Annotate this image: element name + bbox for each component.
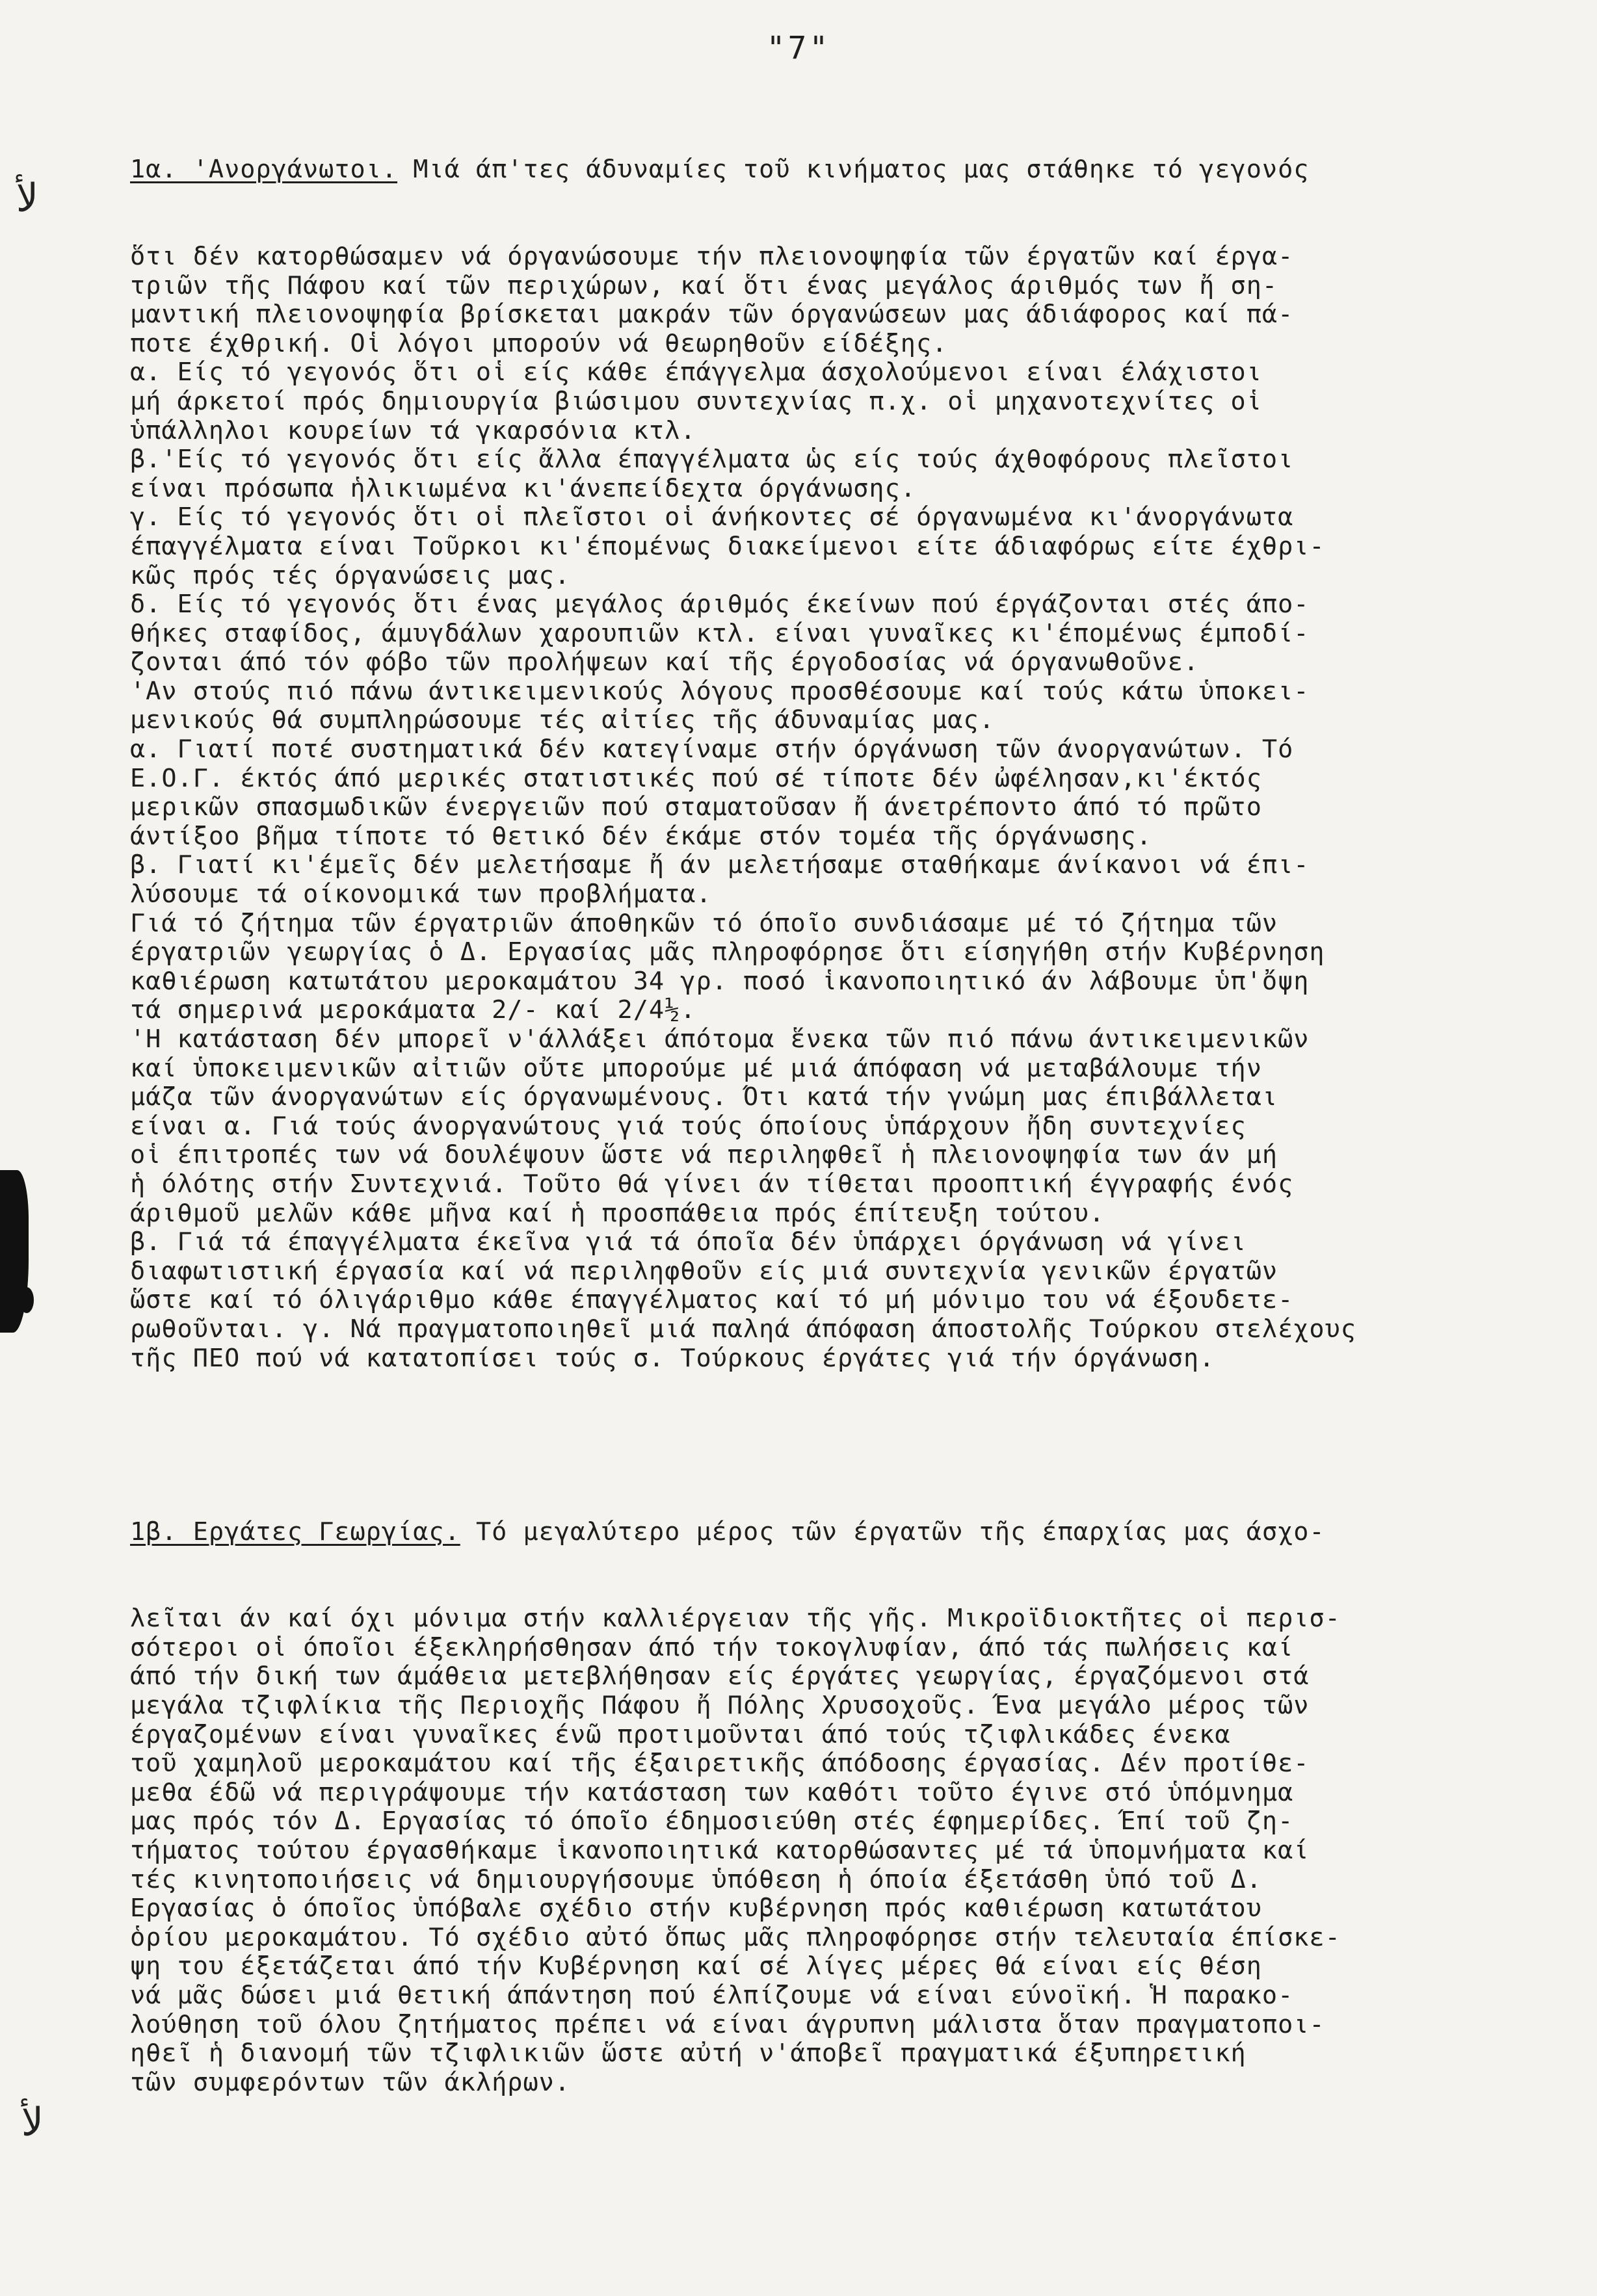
- text-line: ὁρίου μεροκαμάτου. Τό σχέδιο αὐτό ὅπως μᾶς πληροφόρησε στήν τελευταία έπίσκε-: [130, 1922, 1341, 1952]
- text-line: γ. Είς τό γεγονός ὅτι οἱ πλεῖστοι οἱ άνήκοντες σέ όργανωμένα κι'άνοργάνωτα: [130, 502, 1294, 532]
- text-line: δ. Είς τό γεγονός ὅτι ένας μεγάλος άριθμός έκείνων πού έργάζονται στές άπο-: [130, 590, 1310, 620]
- section-heading: 1β. Εργάτες Γεωργίας.: [130, 1517, 460, 1546]
- text-line: Γιά τό ζήτημα τῶν έργατριῶν άποθηκῶν τό όποῖο συνδιάσαμε μέ τό ζήτημα τῶν: [130, 908, 1278, 938]
- text-line: μερικῶν σπασμωδικῶν ένεργειῶν πού σταματοῦσαν ἤ άνετρέποντο άπό τό πρῶτο: [130, 792, 1262, 822]
- text-line: β. Γιατί κι'έμεῖς δέν μελετήσαμε ἤ άν μελετήσαμε σταθήκαμε άνίκανοι νά έπι-: [130, 850, 1310, 880]
- margin-mark: ﻷ: [20, 2100, 44, 2145]
- body-text: [130, 98, 1580, 2156]
- text-line: ηθεῖ ἡ διανομή τῶν τζιφλικιῶν ὥστε αὐτή ν'άποβεῖ πραγματικά έξυπηρετική: [130, 2039, 1247, 2068]
- text-line: τοῦ χαμηλοῦ μεροκαμάτου καί τῆς έξαιρετικῆς άπόδοσης έργασίας. Δέν προτίθε-: [130, 1749, 1310, 1779]
- text-line: θήκες σταφίδος, άμυγδάλων χαρουπιῶν κτλ. είναι γυναῖκες κι'έπομένως έμποδί-: [130, 618, 1310, 648]
- text-line: τά σημερινά μεροκάματα 2/- καί 2/4½.: [130, 995, 696, 1025]
- text-line: άπό τήν δική των άμάθεια μετεβλήθησαν είς έργάτες γεωργίας, έργαζόμενοι στά: [130, 1662, 1310, 1691]
- text-line: μας πρός τόν Δ. Εργασίας τό όποῖο έδημοσιεύθη στές έφημερίδες. Έπί τοῦ ζη-: [130, 1807, 1294, 1836]
- text-line: 'Αν στούς πιό πάνω άντικειμενικούς λόγους προσθέσουμε καί τούς κάτω ὑποκει-: [130, 676, 1310, 706]
- text-line: ὅτι δέν κατορθώσαμεν νά όργανώσουμε τήν πλειονοψηφία τῶν έργατῶν καί έργα-: [130, 241, 1294, 271]
- section-2-lines: [130, 1604, 1580, 2097]
- text-line: έπαγγέλματα είναι Τοῦρκοι κι'έπομένως διακείμενοι είτε άδιαφόρως είτε έχθρι-: [130, 531, 1325, 561]
- text-line: άντίξοο βῆμα τίποτε τό θετικό δέν έκάμε στόν τομέα τῆς όργάνωσης.: [130, 821, 1152, 851]
- text-line: α. Γιατί ποτέ συστηματικά δέν κατεγίναμε στήν όργάνωση τῶν άνοργανώτων. Τό: [130, 735, 1294, 764]
- text-line: άριθμοῦ μελῶν κάθε μῆνα καί ἡ προσπάθεια πρός έπίτευξη τούτου.: [130, 1198, 1105, 1228]
- text-line: μάζα τῶν άνοργανώτων είς όργανωμένους. Ότι κατά τήν γνώμη μας έπιβάλλεται: [130, 1082, 1278, 1112]
- text-line: νά μᾶς δώσει μιά θετική άπάντηση πού έλπίζουμε νά είναι εύνοϊκή. Ἡ παρακο-: [130, 1981, 1294, 2010]
- text-line: τήματος τούτου έργασθήκαμε ἱκανοποιητικά κατορθώσαντες μέ τά ὑπομνήματα καί: [130, 1836, 1310, 1866]
- text-line: είναι πρόσωπα ἡλικιωμένα κι'άνεπείδεχτα όργάνωσης.: [130, 473, 916, 503]
- text-line: ἡ όλότης στήν Συντεχνιά. Τοῦτο θά γίνει άν τίθεται προοπτική έγγραφής ένός: [130, 1169, 1294, 1199]
- text-line: λούθηση τοῦ όλου ζητήματος πρέπει νά είναι άγρυπνη μάλιστα ὅταν πραγματοποι-: [130, 2009, 1325, 2039]
- text-line: καθιέρωση κατωτάτου μεροκαμάτου 34 γρ. ποσό ἱκανοποιητικό άν λάβουμε ὑπ'ὄψη: [130, 966, 1310, 996]
- text-line: διαφωτιστική έργασία καί νά περιληφθοῦν είς μιά συντεχνία γενικῶν έργατῶν: [130, 1256, 1278, 1286]
- text-line: έργατριῶν γεωργίας ὁ Δ. Εργασίας μᾶς πληροφόρησε ὅτι είσηγήθη στήν Κυβέρνηση: [130, 937, 1325, 967]
- text-line: Μιά άπ'τες άδυναμίες τοῦ κινήματος μας στάθηκε τό γεγονός: [397, 155, 1310, 185]
- section-1-lines: [130, 242, 1580, 1373]
- text-line: Τό μεγαλύτερο μέρος τῶν έργατῶν τῆς έπαρχίας μας άσχο-: [460, 1517, 1325, 1546]
- text-line: κῶς πρός τές όργανώσεις μας.: [130, 560, 571, 590]
- text-line: 'Η κατάσταση δέν μπορεῖ ν'άλλάξει άπότομα ἕνεκα τῶν πιό πάνω άντικειμενικῶν: [130, 1024, 1310, 1054]
- text-line: ὥστε καί τό όλιγάριθμο κάθε έπαγγέλματος καί τό μή μόνιμο του νά έξουδετε-: [130, 1285, 1294, 1315]
- text-line: μεγάλα τζιφλίκια τῆς Περιοχῆς Πάφου ἤ Πόλης Χρυσοχοῦς. Ένα μεγάλο μέρος τῶν: [130, 1691, 1310, 1721]
- section-heading-line: [130, 1518, 1580, 1547]
- text-line: μεθα έδῶ νά περιγράψουμε τήν κατάσταση των καθότι τοῦτο έγινε στό ὑπόμνημα: [130, 1777, 1294, 1807]
- page-number: "7": [766, 30, 831, 66]
- text-line: τῆς ΠΕΟ πού νά κατατοπίσει τούς σ. Τούρκους έργάτες γιά τήν όργάνωση.: [130, 1343, 1215, 1373]
- text-line: ψη του έξετάζεται άπό τήν Κυβέρνηση καί σέ λίγες μέρες θά είναι είς θέση: [130, 1951, 1262, 1981]
- margin-mark: ﻷ: [14, 176, 38, 221]
- text-line: Εργασίας ὁ όποῖος ὑπόβαλε σχέδιο στήν κυβέρνηση πρός καθιέρωση κατωτάτου: [130, 1894, 1262, 1924]
- text-line: ὑπάλληλοι κουρείων τά γκαρσόνια κτλ.: [130, 415, 696, 445]
- text-line: οἱ έπιτροπές των νά δουλέψουν ὥστε νά περιληφθεῖ ἡ πλειονοψηφία των άν μή: [130, 1140, 1278, 1170]
- text-line: τριῶν τῆς Πάφου καί τῶν περιχώρων, καί ὅτι ένας μεγάλος άριθμός των ἤ ση-: [130, 270, 1278, 300]
- text-line: α. Είς τό γεγονός ὅτι οἱ είς κάθε έπάγγελμα άσχολούμενοι είναι έλάχιστοι: [130, 358, 1262, 387]
- section-heading-line: [130, 155, 1580, 185]
- text-line: είναι α. Γιά τούς άνοργανώτους γιά τούς όποίους ὑπάρχουν ἤδη συντεχνίες: [130, 1111, 1247, 1141]
- text-line: β. Γιά τά έπαγγέλματα έκεῖνα γιά τά όποῖα δέν ὑπάρχει όργάνωση νά γίνει: [130, 1227, 1247, 1257]
- text-line: ζονται άπό τόν φόβο τῶν προλήψεων καί τῆς έργοδοσίας νά όργανωθοῦνε.: [130, 647, 1200, 677]
- text-line: έργαζομένων είναι γυναῖκες ένῶ προτιμοῦνται άπό τούς τζιφλικάδες ένεκα: [130, 1719, 1231, 1749]
- text-line: καί ὑποκειμενικῶν αἰτιῶν οὔτε μπορούμε μέ μιά άπόφαση νά μεταβάλουμε τήν: [130, 1053, 1262, 1083]
- text-line: β.'Είς τό γεγονός ὅτι είς ἄλλα έπαγγέλματα ὡς είς τούς άχθοφόρους πλεῖστοι: [130, 445, 1294, 475]
- text-line: ποτε έχθρική. Οἱ λόγοι μπορούν νά θεωρηθοῦν είδέξης.: [130, 328, 948, 358]
- text-line: μαντική πλειονοψηφία βρίσκεται μακράν τῶν όργανώσεων μας άδιάφορος καί πά-: [130, 300, 1294, 330]
- text-line: μή άρκετοί πρός δημιουργία βιώσιμου συντεχνίας π.χ. οἱ μηχανοτεχνίτες οἱ: [130, 386, 1262, 416]
- text-line: τές κινητοποιήσεις νά δημιουργήσουμε ὑπόθεση ἡ όποία έξετάσθη ὑπό τοῦ Δ.: [130, 1864, 1262, 1894]
- text-line: Ε.Ο.Γ. έκτός άπό μερικές στατιστικές πού σέ τίποτε δέν ὠφέλησαν,κι'έκτός: [130, 763, 1262, 793]
- text-line: ρωθοῦνται. γ. Νά πραγματοποιηθεῖ μιά παληά άπόφαση άποστολῆς Τούρκου στελέχους: [130, 1314, 1356, 1344]
- text-line: λεῖται άν καί όχι μόνιμα στήν καλλιέργειαν τῆς γῆς. Μικροϊδιοκτῆτες οἱ περισ-: [130, 1604, 1341, 1634]
- section-heading: 1α. 'Ανοργάνωτοι.: [130, 155, 398, 185]
- ink-spot: [20, 1287, 34, 1313]
- text-line: μενικούς θά συμπληρώσουμε τές αἰτίες τῆς άδυναμίας μας.: [130, 705, 995, 735]
- text-line: σότεροι οἱ όποῖοι έξεκληρήσθησαν άπό τήν τοκογλυφίαν, άπό τάς πωλήσεις καί: [130, 1632, 1294, 1662]
- text-line: λύσουμε τά οίκονομικά των προβλήματα.: [130, 880, 712, 909]
- text-line: τῶν συμφερόντων τῶν άκλήρων.: [130, 2067, 571, 2097]
